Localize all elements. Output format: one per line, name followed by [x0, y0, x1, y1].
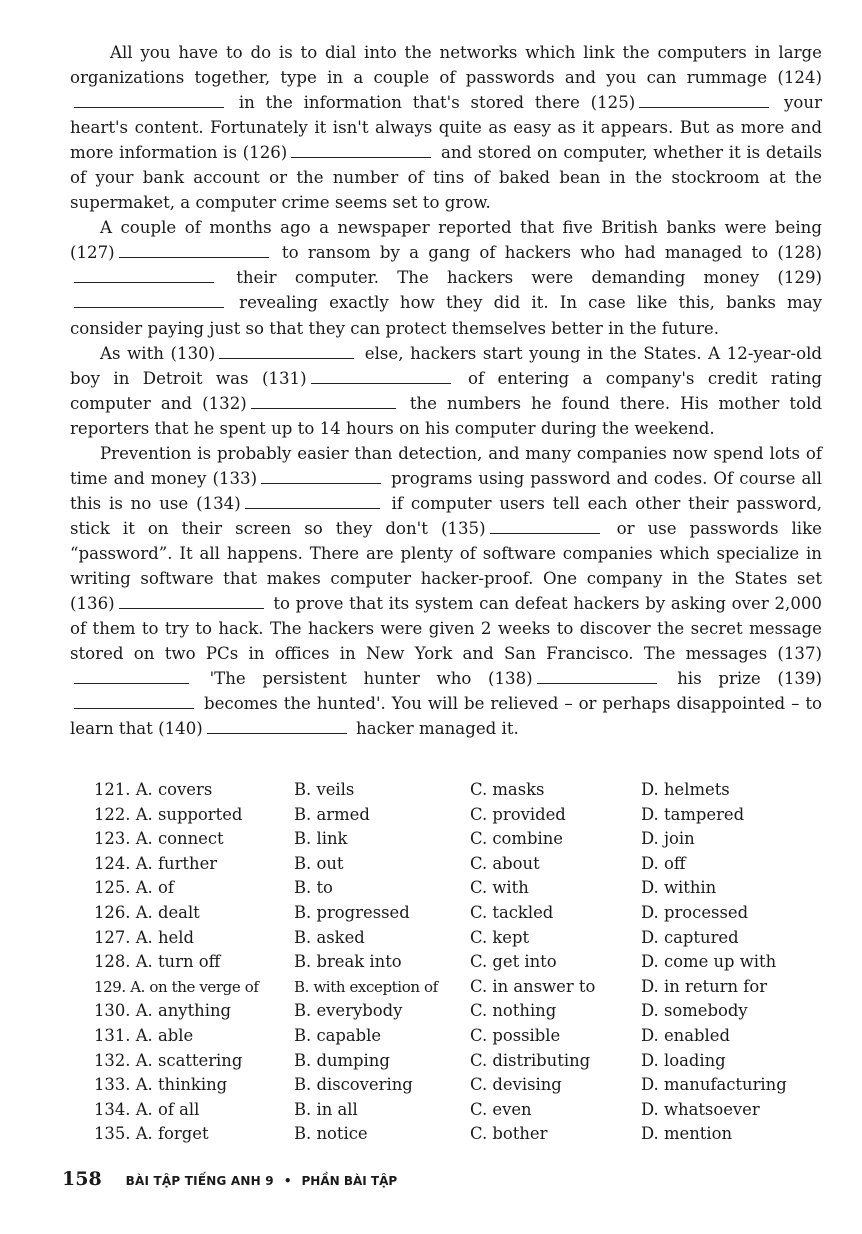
- text: revealing exactly how they did it. In case like this, banks may consider paying just so that they can protect themselves better in the future.: [70, 293, 822, 338]
- option-c[interactable]: C. devising: [470, 1075, 562, 1095]
- blank-label-132: (132): [202, 393, 247, 413]
- option-b[interactable]: B. progressed: [294, 902, 410, 922]
- option-c[interactable]: C. provided: [470, 804, 566, 824]
- blank-label-131: (131): [261, 368, 307, 388]
- blank-125[interactable]: [639, 91, 769, 108]
- option-d[interactable]: D. within: [641, 878, 717, 898]
- option-c[interactable]: C. tackled: [470, 902, 554, 922]
- bullet-separator: •: [283, 1174, 292, 1188]
- text: to ransom by a gang of hackers who had managed to: [281, 243, 769, 263]
- option-b[interactable]: B. veils: [294, 780, 355, 799]
- paragraph-1: [70, 40, 822, 215]
- blank-label-130: (130): [170, 343, 216, 363]
- text: in the information that's stored there: [238, 93, 580, 113]
- blank-label-124: (124): [777, 68, 822, 88]
- paragraph-2: [70, 215, 822, 340]
- option-c[interactable]: C. distributing: [470, 1050, 591, 1070]
- option-b[interactable]: B. asked: [294, 927, 365, 947]
- page-number: 158: [62, 1168, 102, 1190]
- option-b[interactable]: B. armed: [294, 804, 370, 824]
- option-d[interactable]: D. tampered: [641, 804, 745, 824]
- question-row: [94, 1024, 834, 1049]
- text: their computer. The hackers were demanding money: [236, 268, 760, 288]
- question-row: [94, 803, 834, 828]
- option-c[interactable]: C. combine: [470, 829, 563, 849]
- book-title: BÀI TẬP TIẾNG ANH 9: [125, 1174, 274, 1188]
- question-row: [94, 950, 834, 975]
- question-row: [94, 1049, 834, 1074]
- option-d[interactable]: D. join: [641, 829, 695, 849]
- option-d[interactable]: D. manufacturing: [641, 1075, 787, 1095]
- option-d[interactable]: D. helmets: [641, 780, 730, 799]
- option-a[interactable]: 126. A. dealt: [94, 902, 200, 922]
- question-row: [94, 827, 834, 852]
- option-b[interactable]: B. everybody: [294, 1001, 403, 1021]
- option-d[interactable]: D. processed: [641, 902, 749, 922]
- blank-136[interactable]: [119, 592, 264, 609]
- blank-label-134: (134): [196, 493, 241, 513]
- option-a[interactable]: 124. A. further: [94, 853, 218, 873]
- blank-131[interactable]: [311, 367, 451, 384]
- option-d[interactable]: D. in return for: [641, 976, 768, 996]
- option-a[interactable]: 131. A. able: [94, 1025, 194, 1045]
- question-row: [94, 975, 834, 1000]
- question-row: [94, 852, 834, 877]
- text: Prevention is probably easier than detection, and many companies now spend lots of time and money: [70, 443, 822, 488]
- option-a[interactable]: 127. A. held: [94, 927, 194, 947]
- text: his prize: [677, 669, 761, 689]
- option-a[interactable]: 123. A. connect: [94, 829, 224, 849]
- blank-126[interactable]: [291, 141, 431, 158]
- text: A couple of months ago a newspaper reported that five British banks were being: [100, 218, 822, 238]
- option-c[interactable]: C. nothing: [470, 1001, 557, 1021]
- text: becomes the hunted'. You will be relieved – or perhaps disappointed – to learn that: [70, 694, 822, 739]
- option-a[interactable]: 125. A. of: [94, 878, 174, 898]
- option-a[interactable]: 122. A. supported: [94, 804, 243, 824]
- option-d[interactable]: D. captured: [641, 927, 739, 947]
- blank-label-126: (126): [242, 143, 288, 163]
- question-row: [94, 876, 834, 901]
- option-b[interactable]: B. link: [294, 829, 348, 849]
- option-a[interactable]: 128. A. turn off: [94, 952, 221, 972]
- option-c[interactable]: C. get into: [470, 952, 557, 972]
- blank-label-139: (139): [777, 669, 822, 689]
- option-d[interactable]: D. whatsoever: [641, 1099, 760, 1119]
- blank-135[interactable]: [490, 517, 600, 534]
- blank-label-136: (136): [70, 594, 115, 614]
- option-b[interactable]: B. in all: [294, 1099, 358, 1119]
- option-b[interactable]: B. out: [294, 853, 344, 873]
- blank-124[interactable]: [74, 91, 224, 108]
- blank-label-125: (125): [590, 93, 636, 113]
- section-title: PHẦN BÀI TẬP: [301, 1174, 398, 1188]
- blank-132[interactable]: [251, 392, 396, 409]
- option-b[interactable]: B. dumping: [294, 1050, 390, 1070]
- blank-140[interactable]: [207, 718, 347, 735]
- question-row: [94, 1073, 834, 1098]
- option-a[interactable]: 121. A. covers: [94, 780, 213, 799]
- text: hacker managed it.: [356, 719, 519, 739]
- blank-label-135: (135): [440, 518, 486, 538]
- reading-passage: [70, 40, 822, 741]
- option-d[interactable]: D. somebody: [641, 1001, 748, 1021]
- option-d[interactable]: D. mention: [641, 1124, 733, 1144]
- text: if computer users tell each other their password, stick it on their screen so they don't: [70, 493, 822, 538]
- option-b[interactable]: B. break into: [294, 952, 402, 972]
- text: 'The persistent hunter who: [209, 669, 472, 689]
- option-b[interactable]: B. notice: [294, 1124, 368, 1144]
- option-d[interactable]: D. off: [641, 853, 686, 873]
- text: and stored on computer, whether it is details of your bank account or the number of tins of baked bean in the stockroom at the supermaket, a computer crime seems set to grow.: [70, 143, 822, 213]
- option-b[interactable]: B. discovering: [294, 1075, 413, 1095]
- question-row: [94, 901, 834, 926]
- blank-133[interactable]: [261, 467, 381, 484]
- question-row: [94, 926, 834, 951]
- blank-label-140: (140): [158, 719, 203, 739]
- option-c[interactable]: C. with: [470, 878, 529, 898]
- option-a[interactable]: 132. A. scattering: [94, 1050, 243, 1070]
- blank-label-133: (133): [212, 468, 258, 488]
- option-a[interactable]: 129. A. on the verge of: [94, 977, 259, 996]
- blank-label-127: (127): [70, 243, 115, 263]
- option-a[interactable]: 130. A. anything: [94, 1001, 231, 1021]
- blank-138[interactable]: [537, 667, 657, 684]
- option-c[interactable]: C. kept: [470, 927, 530, 947]
- blank-129[interactable]: [74, 292, 224, 309]
- paragraph-3: [70, 341, 822, 441]
- option-c[interactable]: C. in answer to: [470, 976, 596, 996]
- text: the numbers he found there. His mother told reporters that he spent up to 14 hours on his computer during the weekend.: [70, 393, 823, 438]
- option-a[interactable]: 135. A. forget: [94, 1124, 209, 1144]
- blank-130[interactable]: [219, 342, 354, 359]
- text: or use passwords like “password”. It all happens. There are plenty of software companies which specialize in writing software that makes computer hacker-proof. One company in the States set: [70, 518, 822, 588]
- option-c[interactable]: C. even: [470, 1099, 532, 1119]
- blank-134[interactable]: [245, 492, 380, 509]
- blank-label-128: (128): [777, 243, 823, 263]
- option-a[interactable]: 134. A. of all: [94, 1099, 200, 1119]
- text: All you have to do is to dial into the networks which link the computers in large organizations together, type in a couple of passwords and you can rummage: [70, 43, 822, 88]
- text: programs using password and codes. Of course all this is no use: [70, 468, 822, 513]
- text: else, hackers start young in the States. A 12-year-old boy in Detroit was: [70, 343, 823, 388]
- option-d[interactable]: D. come up with: [641, 952, 777, 972]
- blank-127[interactable]: [119, 242, 269, 259]
- answer-options-list: [94, 778, 834, 1147]
- option-c[interactable]: C. bother: [470, 1124, 548, 1144]
- option-b[interactable]: B. capable: [294, 1025, 382, 1045]
- option-c[interactable]: C. about: [470, 853, 540, 873]
- option-c[interactable]: C. masks: [470, 780, 545, 799]
- option-d[interactable]: D. loading: [641, 1050, 726, 1070]
- text: of entering a company's credit rating computer and: [70, 368, 823, 413]
- blank-139[interactable]: [74, 692, 194, 709]
- blank-128[interactable]: [74, 267, 214, 284]
- blank-label-137: (137): [777, 644, 822, 664]
- blank-label-138: (138): [488, 669, 533, 689]
- option-b[interactable]: B. with exception of: [294, 977, 438, 996]
- question-row: [94, 778, 834, 803]
- page-footer: [62, 1168, 397, 1190]
- paragraph-4: [70, 441, 822, 742]
- blank-label-129: (129): [777, 268, 822, 288]
- question-row: [94, 1122, 834, 1147]
- option-c[interactable]: C. possible: [470, 1025, 561, 1045]
- question-row: [94, 999, 834, 1024]
- text: to prove that its system can defeat hackers by asking over 2,000 of them to try to hack. The hackers were given 2 weeks to discover the secret message stored on two PCs in offices in New York and San Francisco. The messages: [70, 594, 822, 664]
- option-a[interactable]: 133. A. thinking: [94, 1075, 228, 1095]
- question-row: [94, 1098, 834, 1123]
- option-b[interactable]: B. to: [294, 878, 333, 898]
- text: your heart's content. Fortunately it isn't always quite as easy as it appears. But as more and more information is: [70, 93, 823, 163]
- blank-137[interactable]: [74, 667, 189, 684]
- text: As with: [100, 343, 164, 363]
- option-d[interactable]: D. enabled: [641, 1025, 730, 1045]
